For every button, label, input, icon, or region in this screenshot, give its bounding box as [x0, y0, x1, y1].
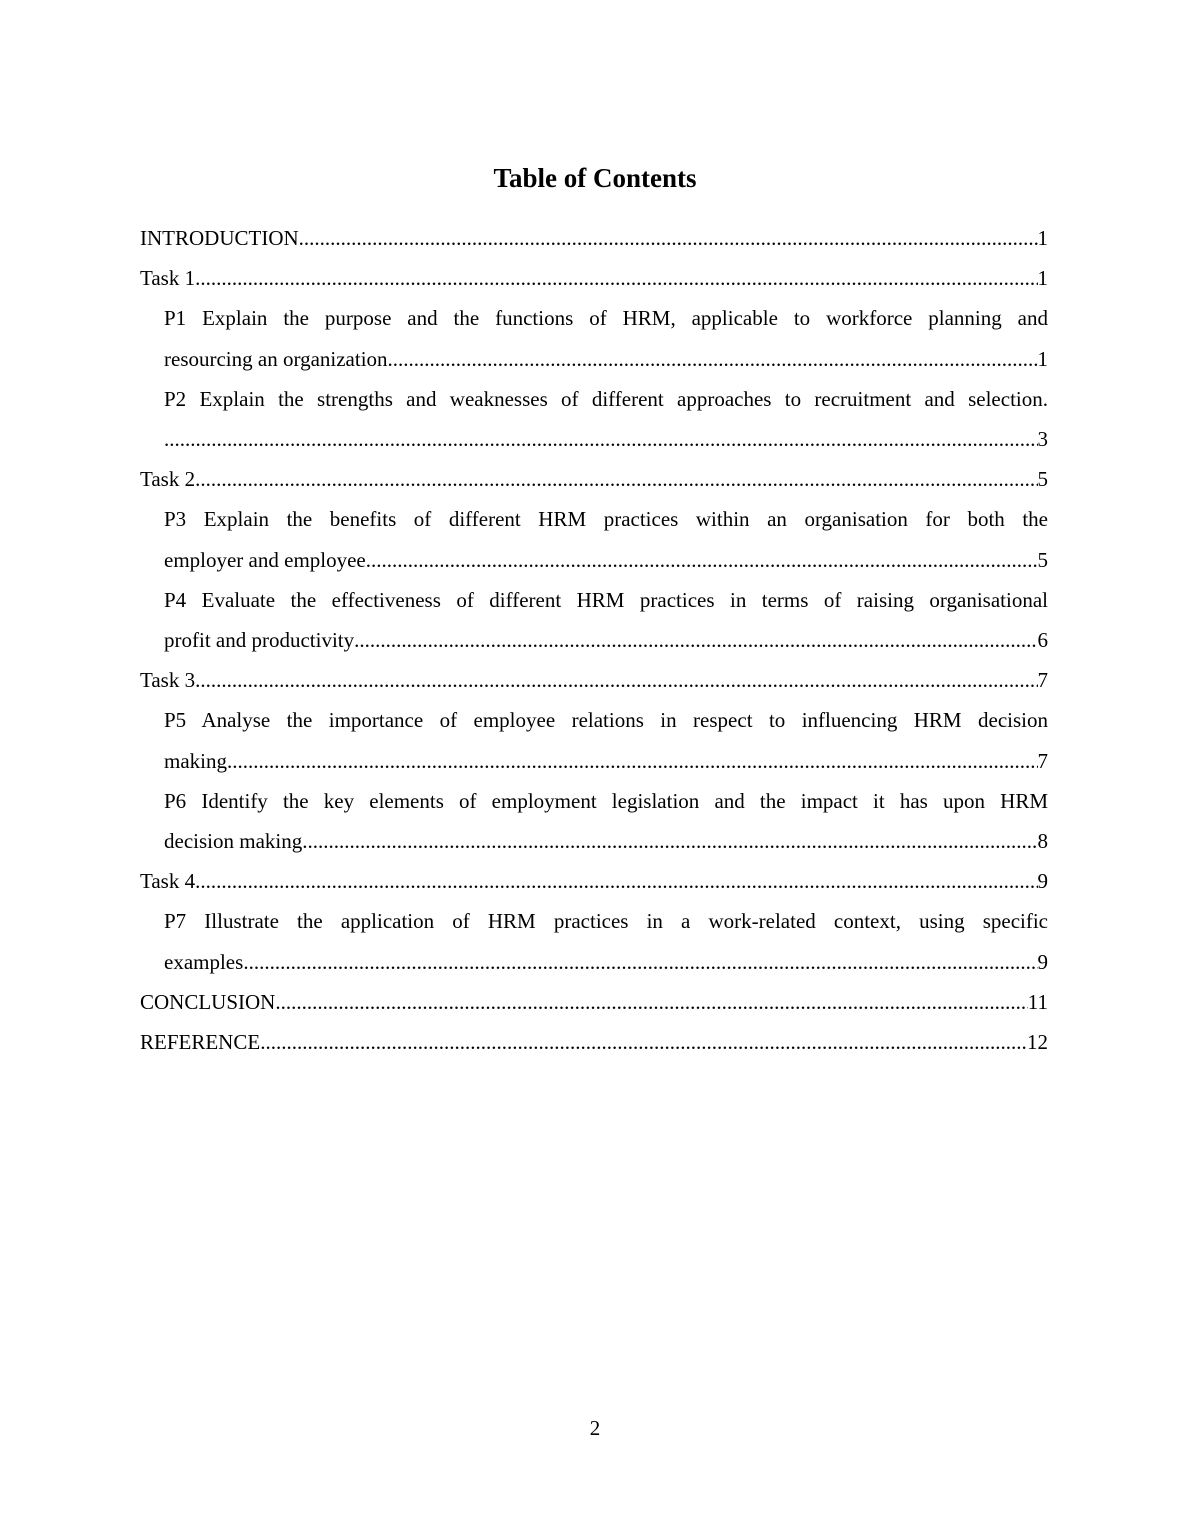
dot-leader — [195, 861, 1037, 901]
toc-page-number: 7 — [1037, 748, 1048, 773]
toc-line-wrapped-text: P3 Explain the benefits of different HRM practices within an organisation for both the — [164, 507, 1048, 532]
toc-entry-text: CONCLUSION — [140, 989, 276, 1014]
toc-entry-text: making — [164, 748, 227, 773]
toc-line — [140, 620, 1048, 660]
dot-leader — [243, 942, 1037, 982]
dot-leader — [195, 660, 1037, 700]
toc-line — [140, 660, 1048, 700]
dot-leader — [388, 339, 1038, 379]
toc-entry-text: REFERENCE — [140, 1030, 261, 1055]
toc-line-wrapped-text: P2 Explain the strengths and weaknesses of different approaches to recruitment and selection. — [164, 386, 1048, 411]
dot-leader — [195, 258, 1037, 298]
dot-leader — [164, 419, 1038, 459]
toc-line-wrapped-text: P1 Explain the purpose and the functions of HRM, applicable to workforce planning and — [164, 306, 1048, 331]
toc-entry-text: Task 4 — [140, 869, 196, 894]
toc-page-number: 6 — [1037, 628, 1048, 653]
dot-leader — [302, 821, 1037, 861]
toc-page-number: 5 — [1037, 547, 1048, 572]
toc-line — [140, 459, 1048, 499]
dot-leader — [275, 982, 1027, 1022]
toc-page-number: 3 — [1037, 427, 1048, 452]
dot-leader — [354, 620, 1037, 660]
toc-line-wrapped-text: P7 Illustrate the application of HRM practices in a work-related context, using specific — [164, 909, 1048, 934]
toc-entry-text: INTRODUCTION — [140, 226, 299, 250]
toc-entry-text: decision making — [164, 829, 303, 854]
dot-leader — [299, 218, 1038, 258]
toc-page-number: 9 — [1037, 869, 1048, 894]
toc-page-number: 5 — [1037, 467, 1048, 492]
toc-entry-text: examples — [164, 949, 244, 974]
toc-entry-text: employer and employee — [164, 547, 366, 572]
toc-entry-text: Task 2 — [140, 467, 196, 492]
toc-entry-text: Task 1 — [140, 266, 196, 291]
toc-entry-text: Task 3 — [140, 668, 196, 693]
page-title: Table of Contents — [493, 163, 697, 193]
dot-leader — [366, 540, 1038, 580]
toc-page-number: 12 — [1027, 1030, 1048, 1055]
toc-list — [0, 218, 1190, 1062]
toc-line — [140, 258, 1048, 298]
toc-line — [140, 861, 1048, 901]
toc-line-wrapped-text: P5 Analyse the importance of employee relations in respect to influencing HRM decision — [164, 708, 1048, 733]
toc-page-number: 7 — [1037, 668, 1048, 693]
toc-line-wrapped-text: P4 Evaluate the effectiveness of different HRM practices in terms of raising organisational — [164, 587, 1048, 612]
toc-line — [140, 218, 1048, 258]
toc-line — [140, 982, 1048, 1022]
toc-page-number: 1 — [1037, 226, 1048, 250]
toc-line-wrapped-text: P6 Identify the key elements of employment legislation and the impact it has upon HRM — [164, 788, 1048, 813]
toc-page-number: 1 — [1037, 346, 1048, 371]
toc-page-number: 9 — [1037, 949, 1048, 974]
toc-line — [140, 942, 1048, 982]
dot-leader — [227, 741, 1038, 781]
toc-page-number: 8 — [1037, 829, 1048, 854]
footer-page-number: 2 — [589, 1416, 601, 1440]
toc-page-number: 11 — [1027, 989, 1048, 1014]
toc-entry-text: profit and productivity — [164, 628, 355, 653]
toc-line — [140, 821, 1048, 861]
toc-line — [140, 339, 1048, 379]
dot-leader — [195, 459, 1037, 499]
toc-page-number: 1 — [1037, 266, 1048, 291]
toc-line — [140, 540, 1048, 580]
toc-line — [140, 1022, 1048, 1062]
toc-entry-text: resourcing an organization — [164, 346, 388, 371]
toc-line — [140, 419, 1048, 459]
dot-leader — [260, 1022, 1027, 1062]
toc-line — [140, 741, 1048, 781]
